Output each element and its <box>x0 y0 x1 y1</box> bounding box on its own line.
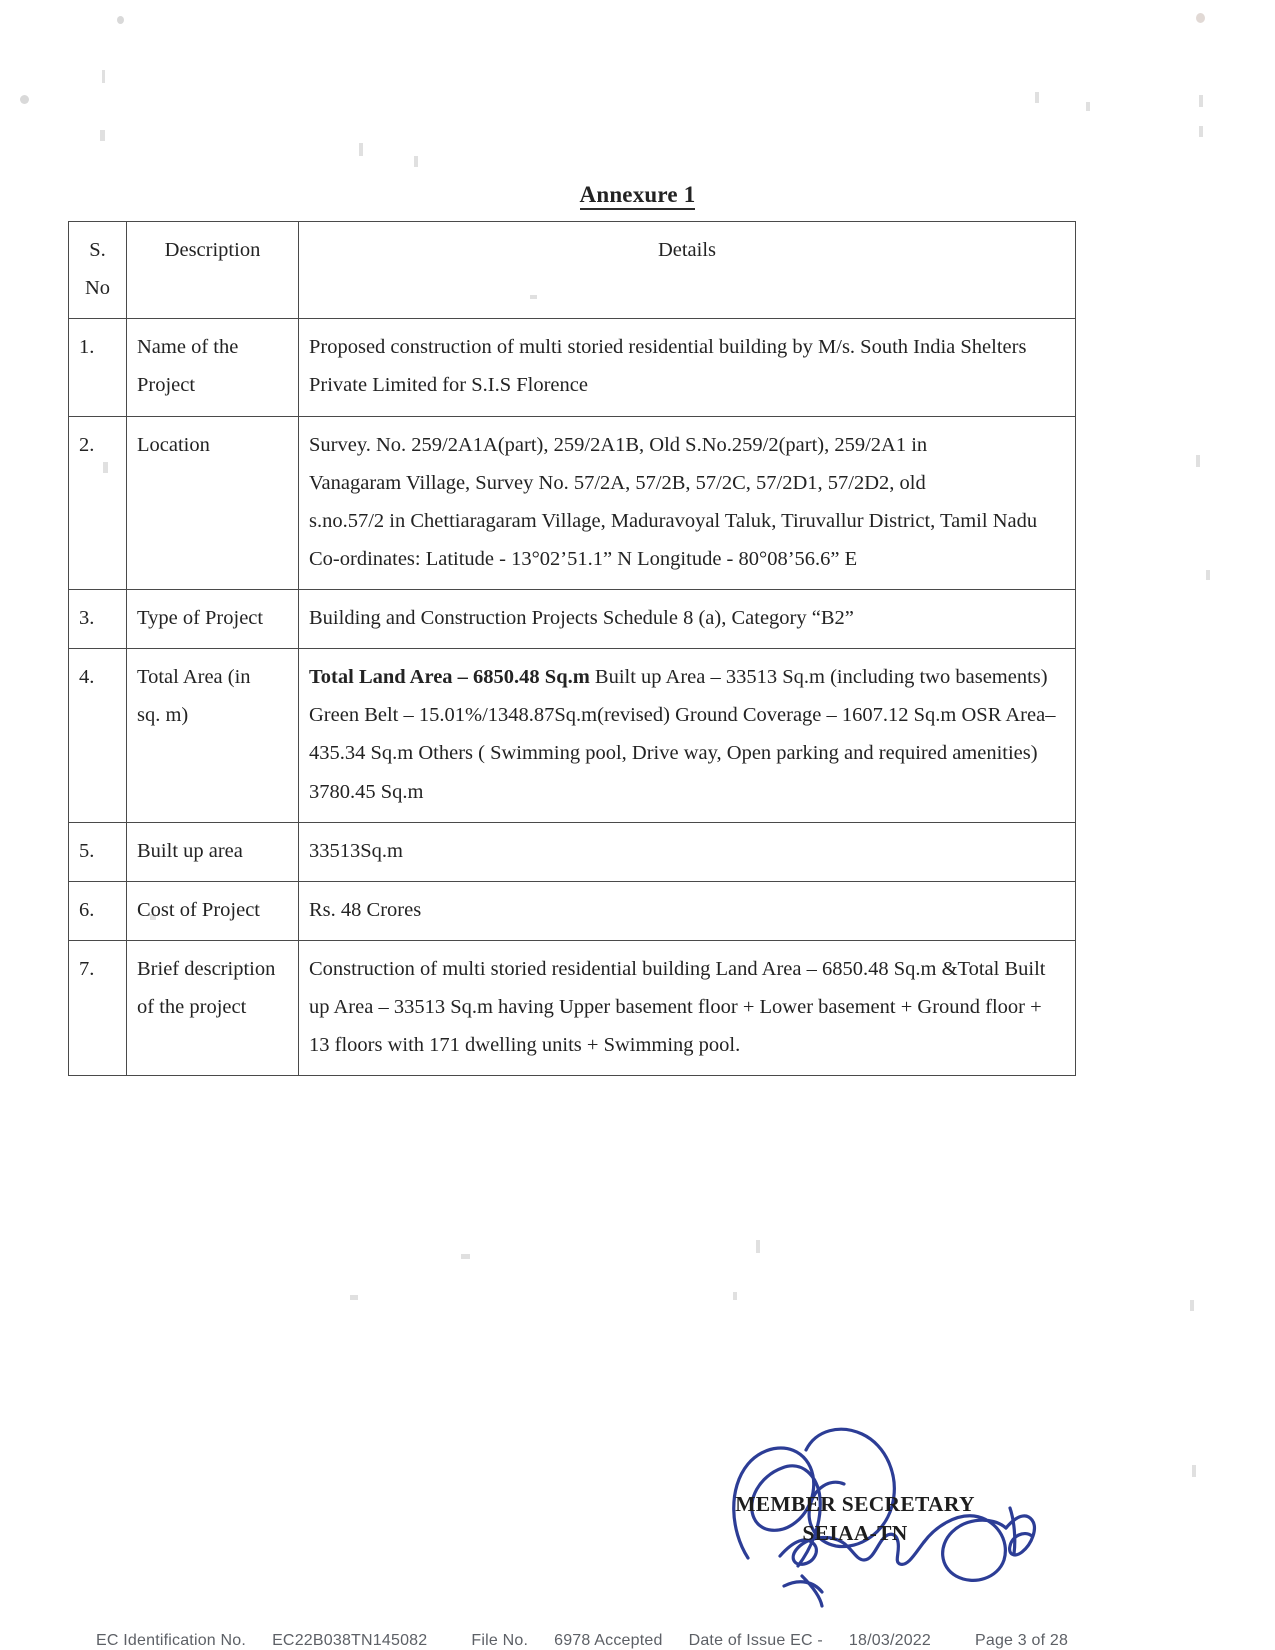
row-sno: 7. <box>69 940 127 1075</box>
row-details-line-green-belt: Green Belt – 15.01%/1348.87Sq.m(revised) <box>309 704 670 727</box>
row-details-line: Schedule 8 (a), Category “B2” <box>602 607 854 629</box>
row-details-line: Vanagaram Village, Survey No. 57/2A, 57/2B, 57/2C, 57/2D1, 57/2D2, old <box>309 471 926 494</box>
annexure-table <box>68 221 1076 1076</box>
scan-speck <box>756 1240 760 1253</box>
row-details-line: Co-ordinates: <box>309 547 421 570</box>
row-description-line: Built up area <box>137 839 243 862</box>
row-details-line-osr-area: OSR Area– 435.34 Sq.m <box>309 704 1056 765</box>
row-description <box>127 940 299 1075</box>
scan-speck <box>359 143 363 156</box>
scan-speck <box>1196 13 1205 23</box>
row-details <box>299 881 1076 940</box>
signature-captions <box>690 1490 1020 1548</box>
table-header-row <box>69 222 1076 319</box>
row-details-line-built-up-area: Built up Area – 33513 Sq.m (including two basements) <box>594 666 1048 689</box>
column-header-sno <box>69 222 127 319</box>
scan-speck <box>1206 570 1210 580</box>
scan-speck <box>1192 1465 1196 1477</box>
row-details-line: Nadu <box>992 509 1038 532</box>
footer-ec-value: EC22B038TN145082 <box>272 1632 428 1649</box>
row-description-line: Brief description <box>137 957 276 980</box>
column-header-description: Description <box>127 222 299 319</box>
row-description <box>127 822 299 881</box>
footer-page-number: Page 3 of 28 <box>974 1632 1069 1649</box>
column-header-details: Details <box>299 222 1076 319</box>
row-details-line-others-value: 3780.45 Sq.m <box>309 780 424 803</box>
row-description-line: Name of the <box>137 336 239 359</box>
row-details-line: Survey. No. 259/2A1A(part), 259/2A1B, Old S.No.259/2(part), 259/2A1 in <box>309 433 928 456</box>
scan-speck <box>733 1292 737 1300</box>
table-row <box>69 590 1076 649</box>
page-footer <box>96 1632 1186 1650</box>
row-details-line-others: Others ( Swimming pool, Drive way, Open parking and required amenities) <box>418 742 1038 765</box>
row-details <box>299 590 1076 649</box>
scan-speck <box>350 1295 358 1300</box>
row-description-line: sq. m) <box>137 704 189 727</box>
row-details-line: Building and Construction Projects <box>309 607 598 629</box>
footer-date-label: Date of Issue EC - <box>688 1632 823 1649</box>
table-row <box>69 416 1076 590</box>
row-details-line: 33513Sq.m <box>309 839 403 862</box>
scan-speck <box>1199 95 1203 107</box>
scan-speck <box>20 95 29 104</box>
row-sno: 2. <box>69 416 127 590</box>
row-description <box>127 649 299 823</box>
scan-speck <box>1086 102 1090 111</box>
row-details-line: Proposed construction of multi storied residential building by M/s. South India <box>309 336 956 359</box>
row-description-line: Cost of Project <box>137 898 260 921</box>
footer-file-label: File No. <box>471 1632 529 1649</box>
row-details <box>299 822 1076 881</box>
row-description-line: Location <box>137 433 210 456</box>
row-details-line: Latitude - 13°02’51.1” N <box>425 547 633 570</box>
footer-file-value: 6978 Accepted <box>554 1632 663 1649</box>
row-sno: 6. <box>69 881 127 940</box>
scan-speck <box>100 130 105 141</box>
row-description <box>127 590 299 649</box>
footer-ec-label: EC Identification No. <box>96 1632 247 1649</box>
signature-block <box>690 1380 1090 1620</box>
signature-designation: MEMBER SECRETARY <box>735 1492 975 1516</box>
table-row <box>69 649 1076 823</box>
row-details-line: Shelters Private Limited for S.I.S Florence <box>309 336 1027 397</box>
row-details <box>299 319 1076 416</box>
signature-authority: SEIAA-TN <box>802 1521 908 1546</box>
row-details <box>299 416 1076 590</box>
row-details-line: s.no.57/2 in Chettiaragaram Village, Maduravoyal Taluk, Tiruvallur District, Tamil <box>309 509 988 532</box>
table-row <box>69 822 1076 881</box>
row-details-line: Longitude - 80°08’56.6” E <box>637 547 858 570</box>
scan-speck <box>414 156 418 167</box>
footer-date-value: 18/03/2022 <box>848 1632 931 1649</box>
row-details-line: Construction of multi storied residential building Land Area – 6850.48 Sq.m <box>309 957 937 980</box>
page-title <box>0 182 1275 208</box>
row-details-line: basement + Ground floor + 13 floors with 171 dwelling units + Swimming pool. <box>309 996 1042 1057</box>
row-description-line: Total Area (in <box>137 666 251 689</box>
annexure-table-wrapper <box>68 221 1076 1076</box>
table-row <box>69 940 1076 1075</box>
row-description-line: of the project <box>137 996 247 1018</box>
row-description <box>127 881 299 940</box>
scan-speck <box>1199 126 1203 137</box>
table-row <box>69 881 1076 940</box>
row-sno: 4. <box>69 649 127 823</box>
page-title-text: Annexure 1 <box>580 182 696 210</box>
row-details-line-ground-coverage: Ground Coverage – 1607.12 Sq.m <box>675 704 957 727</box>
row-sno: 1. <box>69 319 127 416</box>
row-sno: 5. <box>69 822 127 881</box>
column-header-sno-line2: No <box>84 277 111 300</box>
row-details <box>299 649 1076 823</box>
row-details <box>299 940 1076 1075</box>
column-header-sno-line1: S. <box>89 239 106 261</box>
scan-speck <box>461 1254 470 1259</box>
row-details-line: Rs. 48 Crores <box>309 898 422 921</box>
row-details-line-total-land-area: Total Land Area – 6850.48 Sq.m <box>309 666 590 689</box>
row-description <box>127 319 299 416</box>
scan-speck <box>1190 1300 1194 1311</box>
row-description-line: Type of Project <box>137 607 264 629</box>
row-description <box>127 416 299 590</box>
row-details-line: &Total Built up Area – 33513 Sq.m having Upper basement floor + Lower <box>309 957 1046 1018</box>
scan-speck <box>102 70 105 83</box>
scan-speck <box>1035 92 1039 103</box>
row-description-line: Project <box>137 374 196 397</box>
row-sno: 3. <box>69 590 127 649</box>
scan-speck <box>117 16 124 24</box>
table-row <box>69 319 1076 416</box>
scan-speck <box>1196 455 1200 467</box>
